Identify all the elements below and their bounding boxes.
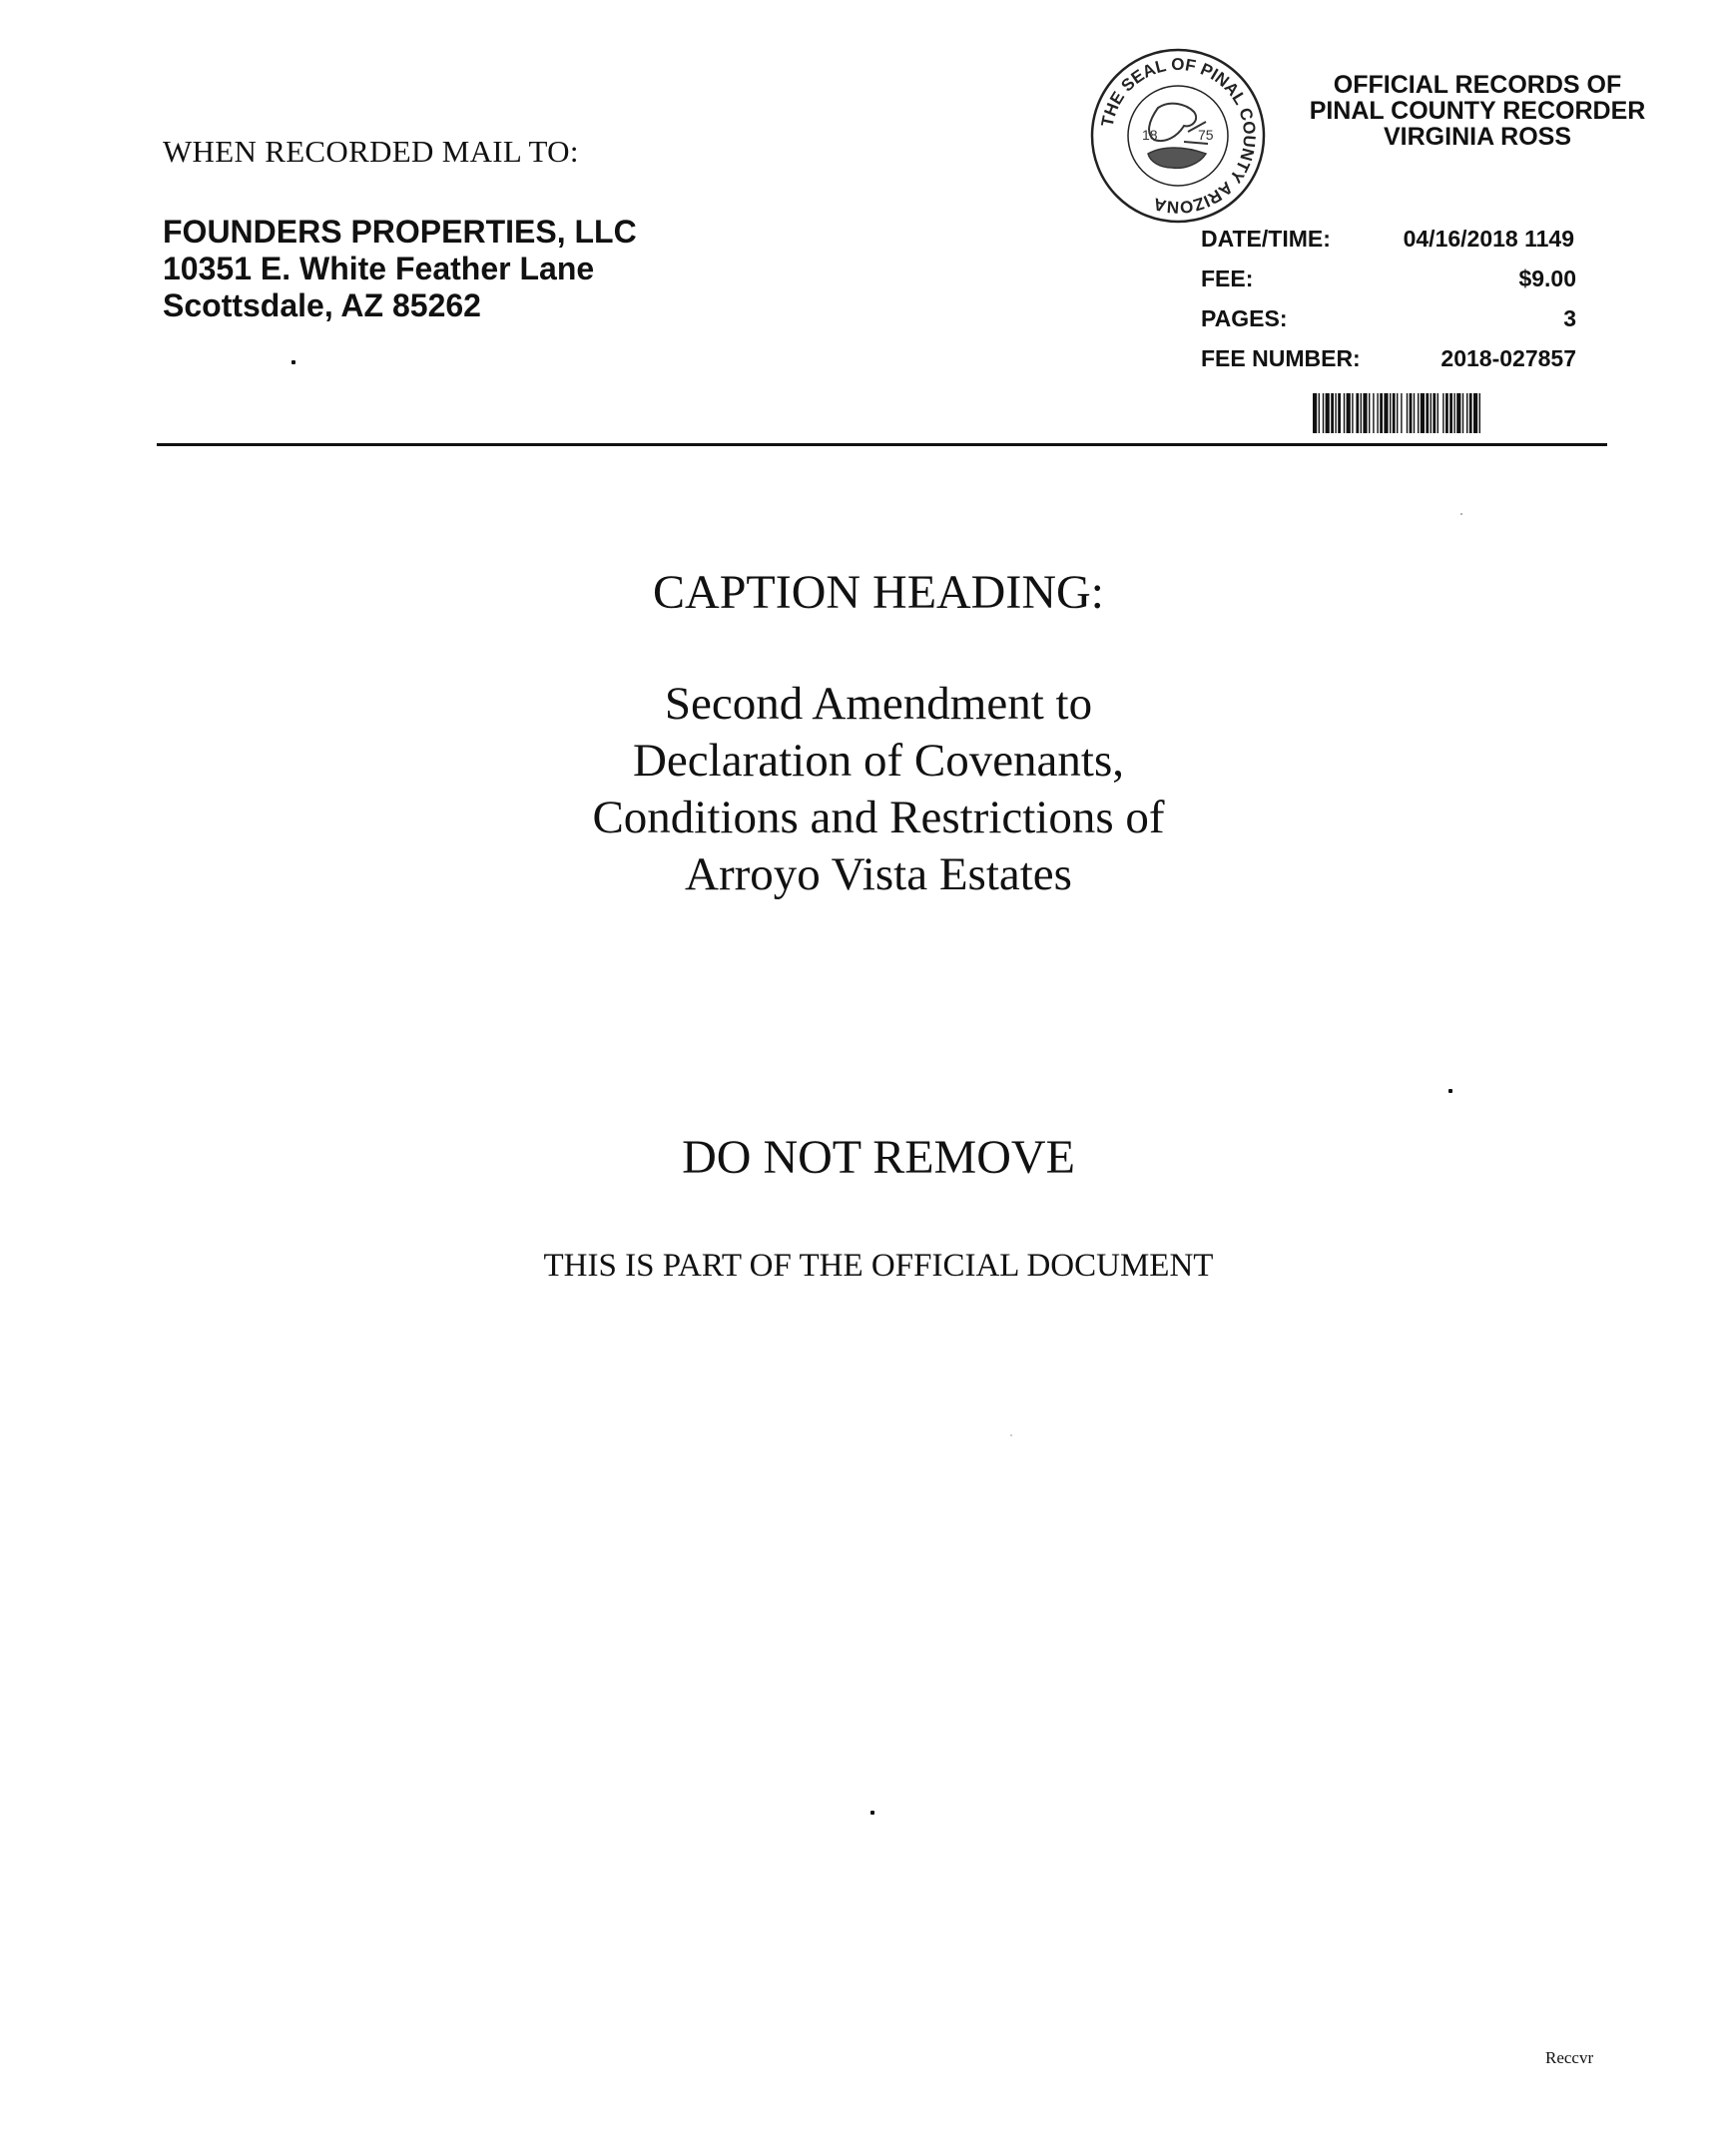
caption-title	[0, 676, 1725, 903]
barcode-bar	[1462, 393, 1463, 433]
svg-text:THE SEAL OF PINAL COUNTY ARIZO	[1098, 55, 1260, 217]
scan-speck	[1448, 1089, 1452, 1093]
do-not-remove-notice: DO NOT REMOVE	[682, 1131, 1075, 1184]
caption-title-line: Second Amendment to	[664, 678, 1093, 730]
scan-speck	[1010, 1434, 1012, 1436]
recorder-office-block	[1268, 72, 1687, 150]
barcode-bar	[1421, 393, 1425, 433]
fee-number-label: FEE NUMBER:	[1201, 345, 1361, 371]
barcode-bar	[1377, 393, 1378, 433]
barcode-bar	[1418, 393, 1419, 433]
barcode-bar	[1323, 393, 1324, 433]
official-document-notice: THIS IS PART OF THE OFFICIAL DOCUMENT	[543, 1248, 1214, 1284]
recorder-line-2: PINAL COUNTY RECORDER	[1309, 97, 1646, 125]
recording-row-datetime	[1201, 226, 1574, 266]
barcode-bar	[1456, 393, 1460, 433]
seal-year-right: 75	[1198, 127, 1214, 143]
barcode-bar	[1347, 393, 1351, 433]
fee-label: FEE:	[1201, 266, 1254, 291]
barcode-bar	[1473, 393, 1477, 433]
pages-value: 3	[1563, 305, 1576, 331]
barcode-bar	[1356, 393, 1359, 433]
barcode-bar	[1380, 393, 1383, 433]
caption-heading: CAPTION HEADING:	[653, 566, 1104, 619]
datetime-value: 04/16/2018 1149	[1403, 226, 1574, 252]
barcode-bar	[1407, 393, 1408, 433]
barcode-bar	[1338, 393, 1341, 433]
barcode-bar	[1397, 393, 1398, 433]
barcode-bar	[1414, 393, 1415, 433]
caption-title-line: Declaration of Covenants,	[632, 735, 1125, 787]
barcode-bar	[1393, 393, 1396, 433]
barcode-bar	[1373, 393, 1374, 433]
barcode-bar	[1431, 393, 1432, 433]
scan-speck	[1460, 513, 1462, 515]
barcode-bar	[1363, 393, 1367, 433]
barcode-bar	[1469, 393, 1472, 433]
addressee-name: FOUNDERS PROPERTIES, LLC	[163, 214, 637, 250]
county-seal-icon	[1088, 46, 1268, 226]
barcode-bar	[1449, 393, 1452, 433]
barcode-bar	[1335, 393, 1336, 433]
barcode-bar	[1401, 393, 1402, 433]
barcode-bar	[1352, 393, 1353, 433]
scan-speck	[870, 1811, 874, 1815]
barcode-bar	[1331, 393, 1334, 433]
mailing-address	[163, 214, 637, 324]
recording-row-fee	[1201, 266, 1576, 305]
seal-year-left: 18	[1142, 127, 1158, 143]
pages-label: PAGES:	[1201, 305, 1288, 331]
datetime-label: DATE/TIME:	[1201, 226, 1331, 252]
barcode-bar	[1313, 393, 1317, 433]
barcode-bar	[1319, 393, 1320, 433]
fee-number-value: 2018-027857	[1440, 345, 1576, 371]
barcode-bar	[1369, 393, 1370, 433]
barcode-bar	[1479, 393, 1480, 433]
barcode-bar	[1426, 393, 1429, 433]
barcode-bar	[1466, 393, 1467, 433]
barcode-bar	[1384, 393, 1388, 433]
recorder-name: VIRGINIA ROSS	[1384, 123, 1571, 151]
mail-to-label: WHEN RECORDED MAIL TO:	[163, 134, 579, 169]
barcode-bar	[1344, 393, 1345, 433]
addressee-street: 10351 E. White Feather Lane	[163, 251, 595, 286]
fee-value: $9.00	[1518, 266, 1576, 291]
barcode-bar	[1445, 393, 1448, 433]
barcode-bar	[1390, 393, 1391, 433]
barcode-bar	[1361, 393, 1362, 433]
barcode-icon	[1313, 393, 1572, 433]
addressee-city-state-zip: Scottsdale, AZ 85262	[163, 287, 481, 323]
recording-info-table	[1201, 226, 1576, 385]
header-divider	[157, 443, 1607, 446]
caption-title-line: Conditions and Restrictions of	[592, 792, 1165, 843]
corner-mark: Reccvr	[1545, 2048, 1594, 2067]
barcode-bar	[1410, 393, 1413, 433]
barcode-bar	[1326, 393, 1330, 433]
barcode-bar	[1442, 393, 1443, 433]
seal-ring-text: THE SEAL OF PINAL COUNTY ARIZONA	[1097, 54, 1260, 218]
recorder-line-1: OFFICIAL RECORDS OF	[1333, 71, 1622, 99]
barcode-bar	[1453, 393, 1454, 433]
scan-speck	[291, 360, 295, 364]
caption-title-line: Arroyo Vista Estates	[685, 848, 1072, 900]
barcode-bar	[1433, 393, 1436, 433]
recording-row-fee-number	[1201, 345, 1576, 385]
recording-row-pages	[1201, 305, 1576, 345]
